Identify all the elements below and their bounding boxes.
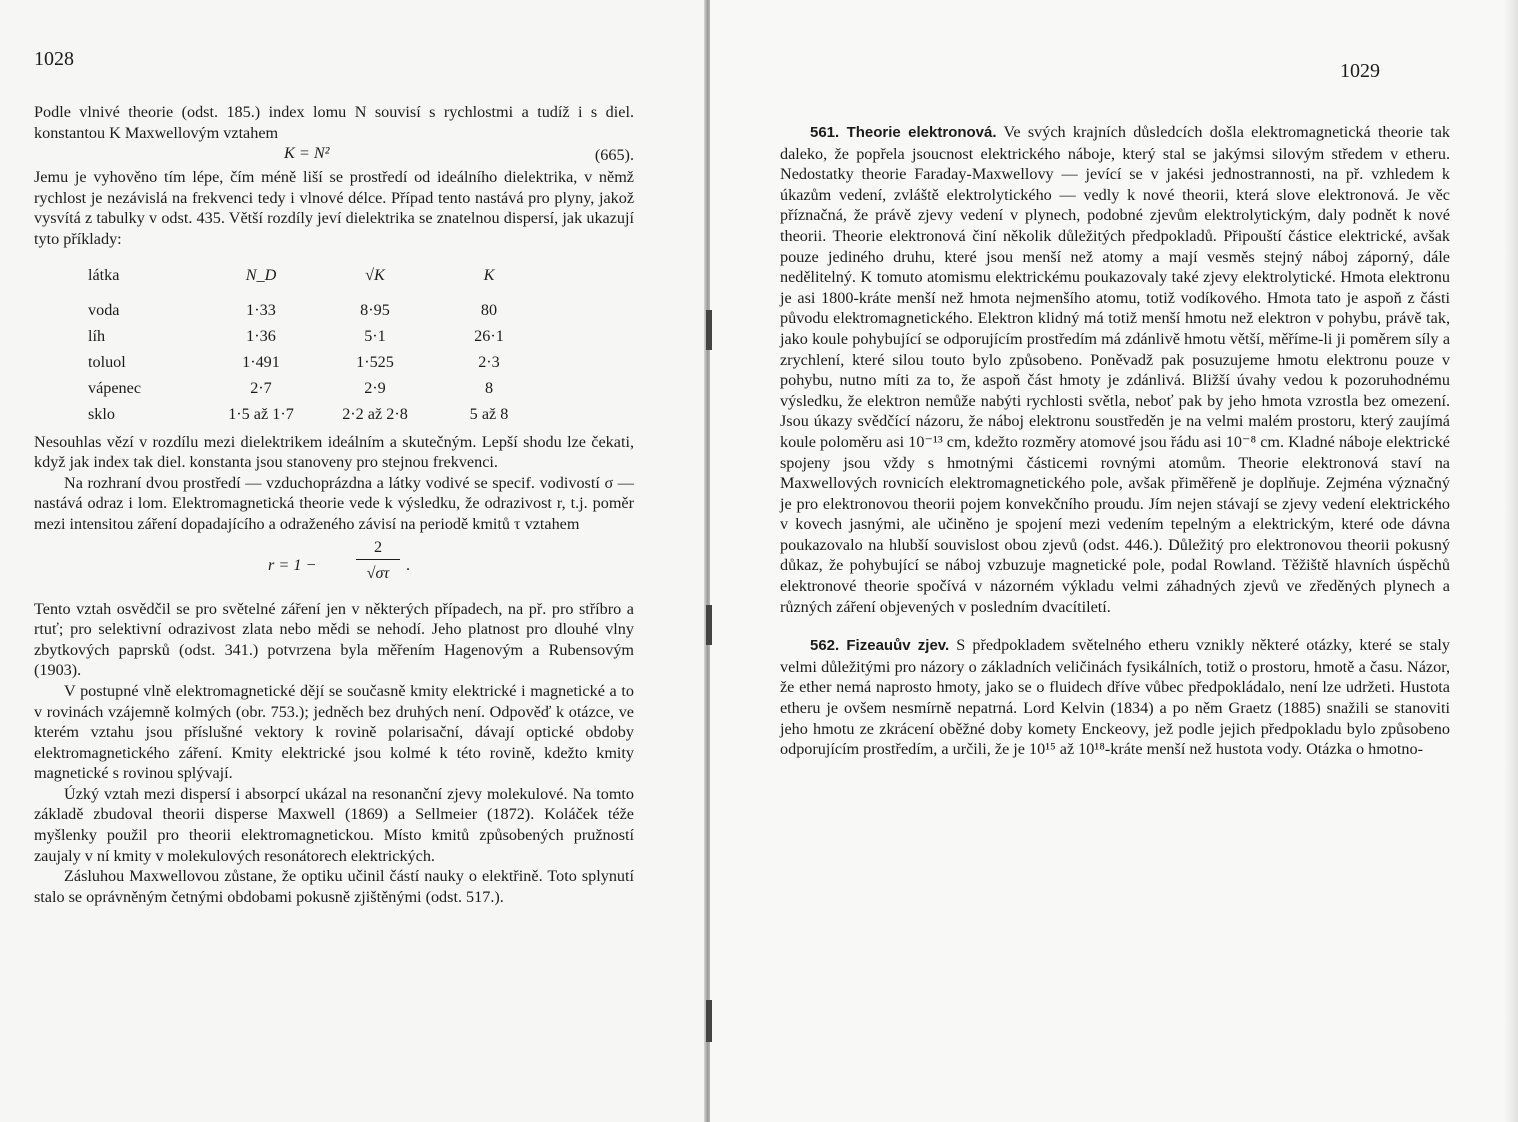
right-column [780,122,1450,760]
formula-reflectivity [34,537,634,593]
table-header-cell: látka [88,266,120,285]
binding-mark [706,1000,712,1042]
section-text: Ve svých krajních důsledcích došla elektromagnetická theorie tak daleko, že popřela jsoucnost elektrického náboje, který stal se jakýmsi silovým středem v etheru. Nedostatky theorie Faraday-Maxwellovy — jevící se v jakési jednostrannosti, na př. vzhledem k úkazům vedení, zvláště elektrolytického — vedly k nové theorii, která slove elektronová. Je věc příznačná, že právě zjevy vedení v plynech, podobné zjevům elektrolytickým, daly podnět k nové theorii. Theorie elektronová činí několik důležitých předpokladů. Připouští částice elektrické, avšak pouze jediného druhu, které jsou menší než atomy a mají vesměs stejný náboj záporný, dále nedělitelný. K tomuto atomismu elektrickému poukazovaly také zjevy elektrolytické. Hmota elektronu je asi 1800-kráte menší než hmota nejmenšího atomu, totiž vodíkového. Hmota tato je aspoň z části původu elektromagnetického. Elektron klidný má totiž menší hmotu než elektron v pohybu, právě tak, jako koule pohybující se odporujícím prostředím má zdánlivě hmotu větší, měříme-li ji poměrem síly a zrychlení, které silou touto bylo způsobeno. Poněvadž pak posuzujeme hmotu elektronu pouze v pohybu, nutno míti za to, že aspoň část hmoty je zdánlivá. Bližší úvahy vedou k pozoruhodnému výsledku, že elektron nemůže nabýti rychlosti světla, neboť pak by jeho hmota vzrostla bez omezení. Jsou úkazy svědčící názoru, že náboj elektronu soustředěn je na velmi malém prostoru, který zaujímá koule poloměru asi 10⁻¹³ cm, kdežto rozměry atomové jsou řádu asi 10⁻⁸ cm. Kladné náboje elektrické spojeny jsou vždy s hmotnými částicemi rovnými atomům. Theorie elektronová staví na Maxwellových rovnicích elektromagnetického pole, avšak přiměřeně je doplňuje. Zejména význačný je pro elektronovou theorii pojem konvekčního proudu. Jím nejen stávají se zjevy vedení elektrického v kovech jasnými, ale učiněno je spojení mezi vedením tepelným a elektrickým, které ode dávna poukazovalo na hlubší souvislost obou zjevů (odst. 446.). Důležitý pro elektronovou theorii pokusný důkaz, že pohybující se náboj vzbuzuje magnetické pole, podal Rowland. Těžiště hlavních úspěchů elektronové theorie spočívá v názorném výkladu velmi záhadných zjevů ve zředěných plynech a různých záření objevených v posledním dvacítiletí. [780,123,1450,616]
table-cell: 1·36 [246,327,276,346]
paragraph: Zásluhou Maxwellovou zůstane, že optiku učinil částí nauky o elektřině. Toto splynutí stalo se oprávněným četnými obdobami pokusně zjištěnými (odst. 517.). [34,867,634,906]
binding-mark [706,605,712,645]
formula-665 [34,143,634,167]
table-cell: toluol [88,353,126,372]
formula-numerator: 2 [373,537,383,556]
table-cell: vápenec [88,379,142,398]
right-page [710,0,1518,1122]
binding-mark [706,310,712,350]
table-cell: 5 až 8 [469,405,509,424]
table-cell: sklo [88,405,115,424]
paragraph: Na rozhraní dvou prostředí — vzduchoprázdna a látky vodivé se specif. vodivostí σ — nastává odraz i lom. Elektromagnetická theorie vede k výsledku, že odrazivost r, t.j. poměr mezi intensitou záření dopadajícího a odraženého závisí na periodě kmitů τ vztahem [34,473,634,533]
table-row [88,324,546,350]
table-cell: líh [88,327,106,346]
table-header-row [88,254,546,298]
formula-denominator: √στ [366,563,390,582]
table-cell: 2·9 [364,379,386,398]
table-header-cell: K [483,266,495,285]
table-row [88,350,546,376]
section-gap [780,617,1450,635]
page-edge-shadow [1504,0,1518,1122]
table-row [88,298,546,324]
table-cell: 1·491 [242,353,280,372]
table-cell: 80 [480,301,498,320]
formula-text: K = N² [284,144,330,163]
paragraph: Podle vlnivé theorie (odst. 185.) index lomu N souvisí s rychlostmi a tudíž i s diel. konstantou K Maxwellovým vztahem [34,103,634,142]
table-cell: 1·5 až 1·7 [228,405,294,424]
section-text: S předpokladem světelného etheru vznikly některé otázky, které se staly velmi důležitými pro názory o základních veličinách fysikálních, totiž o prostoru, hmotě a času. Názor, že ether nemá naprosto hmoty, jako se o fluidech dříve vůbec předpokládalo, není lze udržeti. Hustota etheru je ovšem nesmírně nepatrná. Lord Kelvin (1834) a po něm Graetz (1885) snažili se stanoviti jeho hmotu ze zkrácení oběžné doby komety Enckeovy, jež podle jejich předpokladu bylo způsobeno odporujícím prostředím, a určili, že je 10¹⁵ až 10¹⁸-kráte menší než hustota vody. Otázka o hmotno- [780,636,1450,759]
equation-number: (665). [594,146,634,165]
table-cell: 5·1 [364,327,386,346]
table-row [88,376,546,402]
table-cell: voda [88,301,120,320]
table-cell: 8 [484,379,494,398]
formula-lhs: r = 1 − [268,555,317,574]
page-number-right: 1029 [1340,60,1380,82]
table-cell: 2·3 [478,353,500,372]
table-cell: 26·1 [474,327,504,346]
left-column [34,102,634,907]
table-cell: 1·525 [356,353,394,372]
section-561 [780,122,1450,617]
paragraph: V postupné vlně elektromagnetické dějí se současně kmity elektrické i magnetické a to v rovinách vzájemně kolmých (obr. 753.); jedněch bez druhých není. Odpověď k otázce, ve kterém vztahu jsou příslušné vektory k rovině polarisační, dávají optické obdoby elektromagnetického záření. Kmity elektrické jsou kolmé k této rovině, kdežto kmity magnetické s rovinou splývají. [34,681,634,783]
section-title: 561. Theorie elektronová. [810,124,997,141]
table-header-cell: √K [365,266,385,285]
table-row [88,402,546,428]
table-cell: 2·7 [250,379,272,398]
table-cell: 1·33 [246,301,276,320]
page-number-left: 1028 [34,48,74,70]
fraction-bar [356,559,400,560]
paragraph: Jemu je vyhověno tím lépe, čím méně liší se prostředí od ideálního dielektrika, v němž rychlost je nezávislá na frekvenci tedy i vlnové délce. Případ tento nastává pro plyny, jakož vysvítá z tabulky v odst. 435. Větší rozdíly jeví dielektrika se znatelnou dispersí, jak ukazují tyto příklady: [34,168,634,248]
paragraph: Úzký vztah mezi dispersí i absorpcí ukázal na resonanční zjevy molekulové. Na tomto základě zbudoval theorii disperse Maxwell (1869) a Sellmeier (1872). Koláček téže myšlenky použil pro theorii elektromagnetickou. Místo kmitů způsobených pružností zaujaly v ní kmity v molekulových resonátorech elektrických. [34,784,634,865]
section-title: 562. Fizeauův zjev. [810,637,950,655]
paragraph: Tento vztah osvědčil se pro světelné záření jen v některých případech, na př. pro stříbro a rtuť; pro selektivní odrazivost zlata nebo mědi se nehodí. Jeho platnost pro dlouhé vlny zbytkových paprsků (odst. 341.) potvrzena byla měřením Hagenovým a Rubensovým (1903). [34,599,634,680]
formula-tail: . [406,555,411,574]
dispersion-table [88,254,546,428]
section-562 [780,635,1450,760]
table-header-cell: N_D [245,266,277,285]
table-cell: 2·2 až 2·8 [342,405,408,424]
paragraph: Nesouhlas vězí v rozdílu mezi dielektrikem ideálním a skutečným. Lepší shodu lze čekati, když jak index tak diel. konstanta jsou stanoveny pro stejnou frekvenci. [34,432,634,472]
table-cell: 8·95 [360,301,390,320]
left-page [0,0,708,1122]
